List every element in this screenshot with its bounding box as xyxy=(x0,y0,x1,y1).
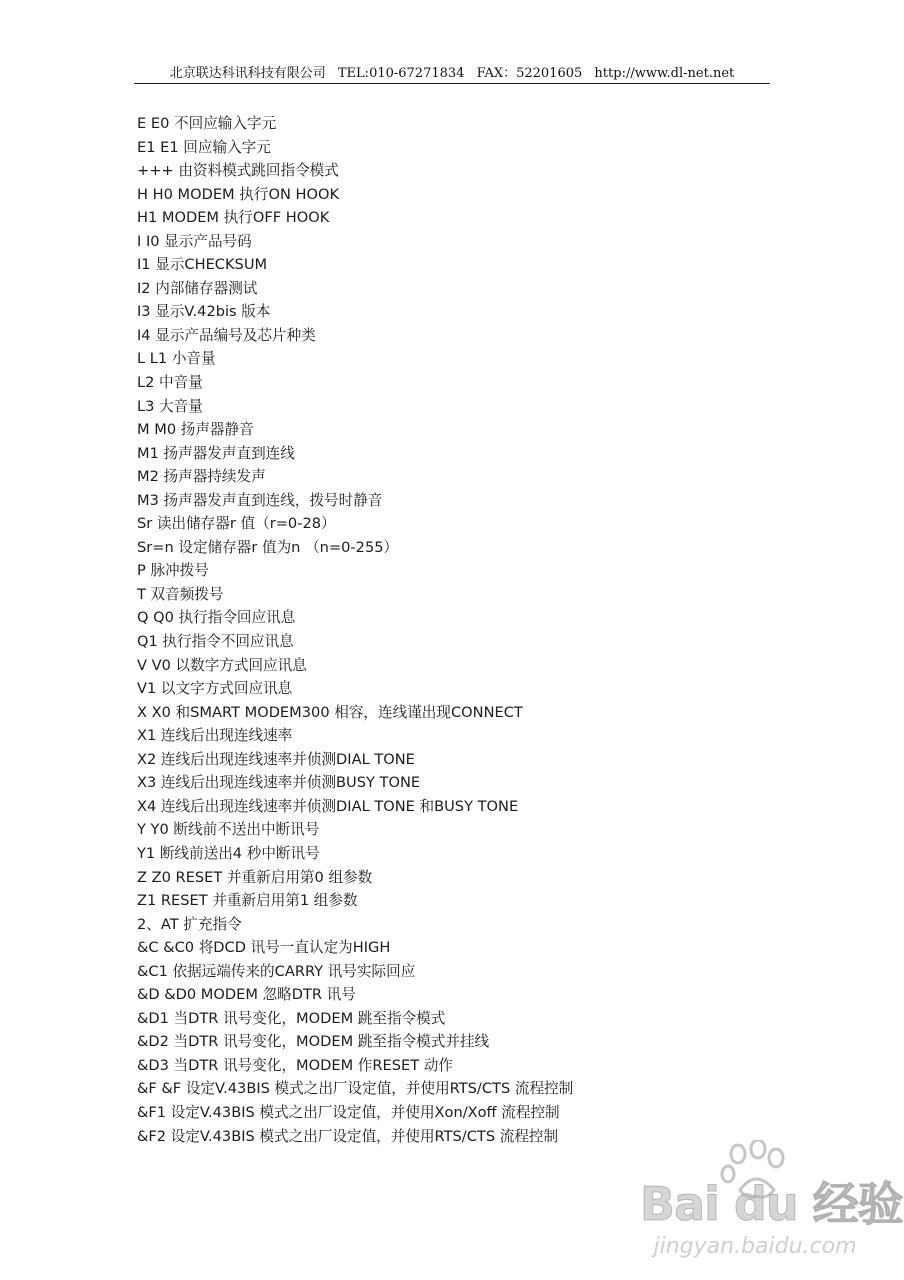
command-line: Z1 RESET 并重新启用第1 组参数 xyxy=(137,892,358,910)
header-tel: TEL:010-67271834 xyxy=(337,66,465,81)
command-line: M1 扬声器发声直到连线 xyxy=(137,444,295,462)
watermark-url: jingyan.baidu.com xyxy=(653,1234,857,1259)
command-line: +++ 由资料模式跳回指令模式 xyxy=(137,162,339,180)
command-line: &C &C0 将DCD 讯号一直认定为HIGH xyxy=(137,939,391,957)
command-line: &D &D0 MODEM 忽略DTR 讯号 xyxy=(137,986,356,1004)
command-line: X3 连线后出现连线速率并侦测BUSY TONE xyxy=(137,774,421,792)
command-line: H H0 MODEM 执行ON HOOK xyxy=(137,185,340,203)
command-line: &D2 当DTR 讯号变化，MODEM 跳至指令模式并挂线 xyxy=(137,1033,490,1051)
command-line: I2 内部储存器测试 xyxy=(137,279,258,297)
command-line: M M0 扬声器静音 xyxy=(137,421,254,439)
command-line: E E0 不回应输入字元 xyxy=(137,115,277,132)
command-line: X X0 和SMART MODEM300 相容，连线谨出现CONNECT xyxy=(137,703,523,721)
command-line: V V0 以数字方式回应讯息 xyxy=(137,656,307,674)
baidu-watermark xyxy=(640,1140,903,1270)
header-rule xyxy=(134,83,770,84)
command-line: M2 扬声器持续发声 xyxy=(137,468,266,486)
command-line: E1 E1 回应输入字元 xyxy=(137,138,271,156)
command-line: I4 显示产品编号及芯片种类 xyxy=(137,326,316,344)
command-line: L L1 小音量 xyxy=(137,350,216,368)
command-line: P 脉冲拨号 xyxy=(137,562,209,580)
command-line: I I0 显示产品号码 xyxy=(137,232,252,250)
watermark-brand: Bai du 经验 xyxy=(640,1177,903,1231)
page-header xyxy=(134,62,770,81)
header-company: 北京联达科讯科技有限公司 xyxy=(169,66,326,81)
command-line: I3 显示V.42bis 版本 xyxy=(137,303,271,321)
command-line: X2 连线后出现连线速率并侦测DIAL TONE xyxy=(137,750,415,768)
command-line: Sr=n 设定储存器r 值为n （n=0-255） xyxy=(137,538,399,556)
command-line: Q1 执行指令不回应讯息 xyxy=(137,633,294,651)
command-line: Z Z0 RESET 并重新启用第0 组参数 xyxy=(137,868,373,886)
command-line: 2、AT 扩充指令 xyxy=(137,915,242,933)
command-line: Y Y0 断线前不送出中断讯号 xyxy=(137,821,320,839)
command-line: V1 以文字方式回应讯息 xyxy=(137,680,293,698)
command-line: M3 扬声器发声直到连线，拨号时静音 xyxy=(137,491,383,509)
command-line: Y1 断线前送出4 秒中断讯号 xyxy=(137,844,320,862)
command-line: T 双音频拨号 xyxy=(137,585,224,603)
command-line: &F &F 设定V.43BIS 模式之出厂设定值，并使用RTS/CTS 流程控制 xyxy=(137,1080,574,1098)
command-line: &F1 设定V.43BIS 模式之出厂设定值，并使用Xon/Xoff 流程控制 xyxy=(137,1103,560,1121)
command-line: I1 显示CHECKSUM xyxy=(137,256,268,274)
command-line: &D3 当DTR 讯号变化，MODEM 作RESET 动作 xyxy=(137,1056,453,1074)
command-line: &C1 依据远端传来的CARRY 讯号实际回应 xyxy=(137,962,416,980)
command-line: Q Q0 执行指令回应讯息 xyxy=(137,609,296,627)
command-line: X1 连线后出现连线速率 xyxy=(137,727,293,745)
command-line: Sr 读出储存器r 值（r=0-28） xyxy=(137,515,336,533)
header-fax: FAX：52201605 xyxy=(476,66,583,81)
command-line: L3 大音量 xyxy=(137,397,203,415)
command-line: H1 MODEM 执行OFF HOOK xyxy=(137,209,330,227)
command-list xyxy=(137,112,837,1148)
command-line: &D1 当DTR 讯号变化，MODEM 跳至指令模式 xyxy=(137,1009,446,1027)
header-url: http://www.dl-net.net xyxy=(594,66,735,81)
command-line: X4 连线后出现连线速率并侦测DIAL TONE 和BUSY TONE xyxy=(137,797,519,815)
command-line: &F2 设定V.43BIS 模式之出厂设定值，并使用RTS/CTS 流程控制 xyxy=(137,1127,559,1145)
command-line: L2 中音量 xyxy=(137,374,203,392)
